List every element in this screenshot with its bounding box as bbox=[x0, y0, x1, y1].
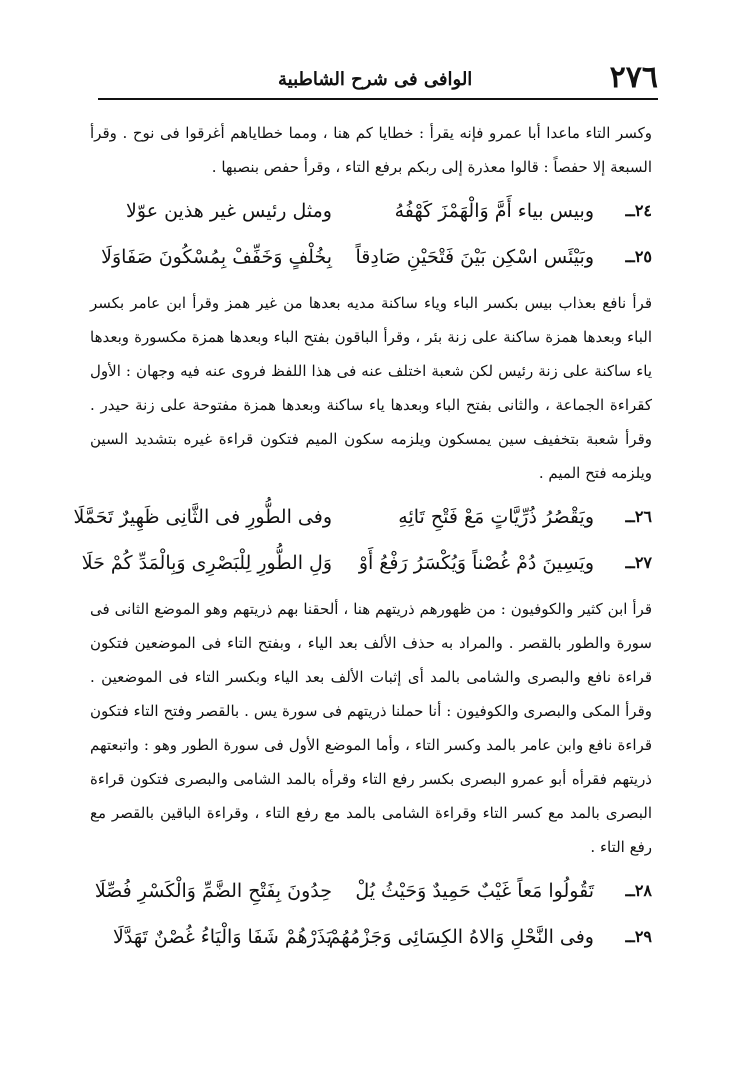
verse-first-hemistich: ويَسِينَ دُمْ غُصْناً وَيُكْسَرُ رَفْعُ أَوْ bbox=[358, 552, 594, 574]
verse-first-hemistich: ويَقْصُرُ ذُرِّيَّاتٍ مَعْ فَتْحِ تَائِهِ bbox=[398, 506, 594, 528]
verse-block bbox=[90, 868, 652, 960]
verse-number: ٢٨ــ bbox=[625, 881, 652, 900]
verse-block bbox=[73, 494, 652, 586]
verse-second-hemistich: يَذَرْهُمْ شَفَا وَالْيَاءُ غُصْنٌ تَهَدَّلَا bbox=[112, 926, 332, 948]
verse-number: ٢٧ــ bbox=[625, 553, 652, 572]
verse-number: ٢٦ــ bbox=[625, 507, 652, 526]
verse-number: ٢٩ــ bbox=[625, 927, 652, 946]
verse-line bbox=[90, 188, 652, 234]
commentary-paragraph: قرأ ابن كثير والكوفيون : من ظهورهم ذريتهم هنا ، ألحقنا بهم ذريتهم وهو الموضع الثانى فى سورة والطور بالقصر . والمراد به حذف الألف بعد الياء ، وبفتح التاء فى الموضعين فتكون قراءة نافع والبصرى والشامى بالمد أى إثبات الألف بعد الياء وبكسر التاء فى الموضعين . وقرأ المكى والبصرى والكوفيون : أنا حملنا ذريتهم فى سورة يس . بالقصر وفتح التاء فتكون قراءة نافع وابن عامر بالمد وكسر التاء ، وأما الموضع الأول فى سورة الطور وهو : واتبعتهم ذريتهم فقرأه أبو عمرو البصرى بكسر رفع التاء وقرأه بالمد الشامى والبصرى فتكون قراءة البصرى بالمد مع كسر التاء وقراءة الشامى بالمد مع رفع التاء ، وقراءة الباقين بالقصر مع رفع التاء . bbox=[90, 600, 652, 856]
verse-line bbox=[90, 868, 652, 914]
verse-line bbox=[90, 914, 652, 960]
commentary-paragraph: وكسر التاء ماعدا أبا عمرو فإنه يقرأ : خطايا كم هنا ، ومما خطاياهم أغرقوا فى نوح . وقرأ السبعة إلا حفصاً : قالوا معذرة إلى ربكم برفع التاء ، وقرأ حفص بنصبها . bbox=[90, 124, 652, 176]
verse-second-hemistich: بِخُلْفٍ وَخَفِّفْ بِمُسْكُونَ صَفَاوَلَا bbox=[101, 246, 332, 268]
verse-second-hemistich: وَلِ الطُّورِ لِلْبَصْرِى وَبِالْمَدِّ كُمْ حَلَا bbox=[81, 552, 332, 574]
verse-second-hemistich: ومثل رئيس غير هذين عوّلا bbox=[126, 200, 332, 222]
verse-number: ٢٤ــ bbox=[625, 201, 652, 220]
page-header bbox=[98, 56, 658, 96]
verse-second-hemistich: وفى الطُّورِ فى الثَّانِى ظَهِيرٌ تَحَمَّلَا bbox=[73, 506, 332, 528]
verse-first-hemistich: تَقُولُوا مَعاً غَيْبٌ حَمِيدٌ وَحَيْثُ يُلْ bbox=[355, 880, 594, 902]
verse-first-hemistich: وبيس بياء أَمَّ وَالْهَمْزَ كَهْفُهُ bbox=[394, 200, 594, 222]
verse-line bbox=[73, 494, 652, 540]
header-rule bbox=[98, 98, 658, 100]
page-number: ٢٧٦ bbox=[609, 60, 658, 95]
verse-block bbox=[90, 188, 652, 280]
page-body bbox=[73, 116, 652, 966]
commentary-paragraph: قرأ نافع بعذاب بيس بكسر الباء وياء ساكنة مديه بعدها من غير همز وقرأ ابن عامر بكسر الباء وبعدها همزة ساكنة على زنة بئر ، وقرأ الباقون بفتح الباء وبعدها همزة مكسورة وبعدها ياء ساكنة على زنة رئيس لكن شعبة اختلف عنه فى هذا اللفظ فروى عنه فيه وجهان : الأول كقراءة الجماعة ، والثانى بفتح الباء وبعدها ياء ساكنة وبعدها همزة مفتوحة على زنة حيدر . وقرأ شعبة بتخفيف سين يمسكون ويلزمه سكون الميم فتكون قراءة غيره بتشديد السين ويلزمه فتح الميم . bbox=[90, 294, 652, 482]
verse-second-hemistich: حِدُونَ بِفَتْحِ الضَّمِّ وَالْكَسْرِ فُصِّلَا bbox=[94, 880, 332, 902]
running-title: الوافى فى شرح الشاطبية bbox=[278, 69, 473, 90]
verse-line bbox=[81, 540, 652, 586]
verse-line bbox=[90, 234, 652, 280]
verse-first-hemistich: وفى النَّحْلِ وَالاهُ الكِسَائِى وَجَزْمُهُمْ bbox=[328, 926, 594, 948]
verse-number: ٢٥ــ bbox=[625, 247, 652, 266]
verse-first-hemistich: وبَيْئَس اسْكِن بَيْنَ فَتْحَيْنِ صَادِقاً bbox=[355, 246, 594, 268]
